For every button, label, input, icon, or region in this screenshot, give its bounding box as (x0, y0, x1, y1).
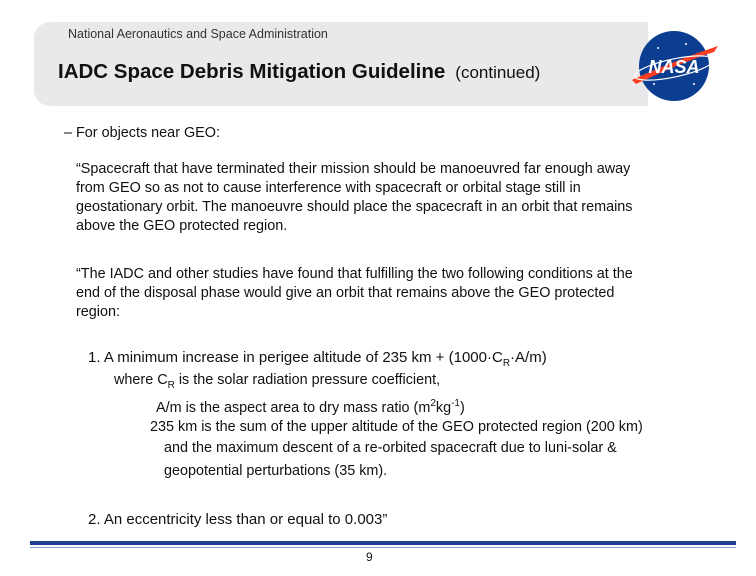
organization-name: National Aeronautics and Space Administration (68, 27, 328, 41)
title-subtitle: (continued) (455, 63, 541, 82)
quote1-line2: from GEO so as not to cause interference with spacecraft or orbital stage still in (76, 180, 581, 196)
footer-rule (30, 541, 736, 545)
quote2-line3: region: (76, 304, 121, 320)
footer-rule-thin (30, 547, 736, 548)
slide-title (58, 60, 540, 84)
quote2-line1: “The IADC and other studies have found that fulfilling the two following conditions at the (76, 266, 633, 282)
quote2-line2: end of the disposal phase would give an orbit that remains above the GEO protected (76, 285, 615, 301)
quote1-line3: geostationary orbit. The manoeuvre should place the spacecraft in an orbit that remains (76, 199, 633, 215)
page-number: 9 (366, 550, 373, 564)
nasa-logo (628, 28, 720, 104)
item1-line-c: A/m is the aspect area to dry mass ratio $(m^2kg^{-1})$ (156, 398, 465, 416)
item1-line-f: geopotential perturbations (35 km). (164, 463, 388, 479)
bullet-geo: – For objects near GEO: (64, 125, 220, 141)
quote1-line1: “Spacecraft that have terminated their mission should be manoeuvred far enough away (76, 161, 631, 177)
item2-line: 2. An eccentricity less than or equal to 0.003” (88, 511, 388, 528)
item1-line-a: 1. A minimum increase in perigee altitude of 235 km + $(1000\cdot C_R\cdot A/m)$ (88, 349, 547, 369)
title-main: IADC Space Debris Mitigation Guideline (58, 60, 446, 83)
item1-line-b: where $C_R$ is the solar radiation pressure coefficient, (114, 372, 441, 391)
quote1-line4: above the GEO protected region. (76, 218, 288, 234)
nasa-logo-text: NASA (648, 57, 700, 77)
item1-line-d: 235 km is the sum of the upper altitude of the GEO protected region (200 km) (150, 419, 643, 435)
item1-line-e: and the maximum descent of a re-orbited spacecraft due to luni-solar & (164, 440, 617, 456)
